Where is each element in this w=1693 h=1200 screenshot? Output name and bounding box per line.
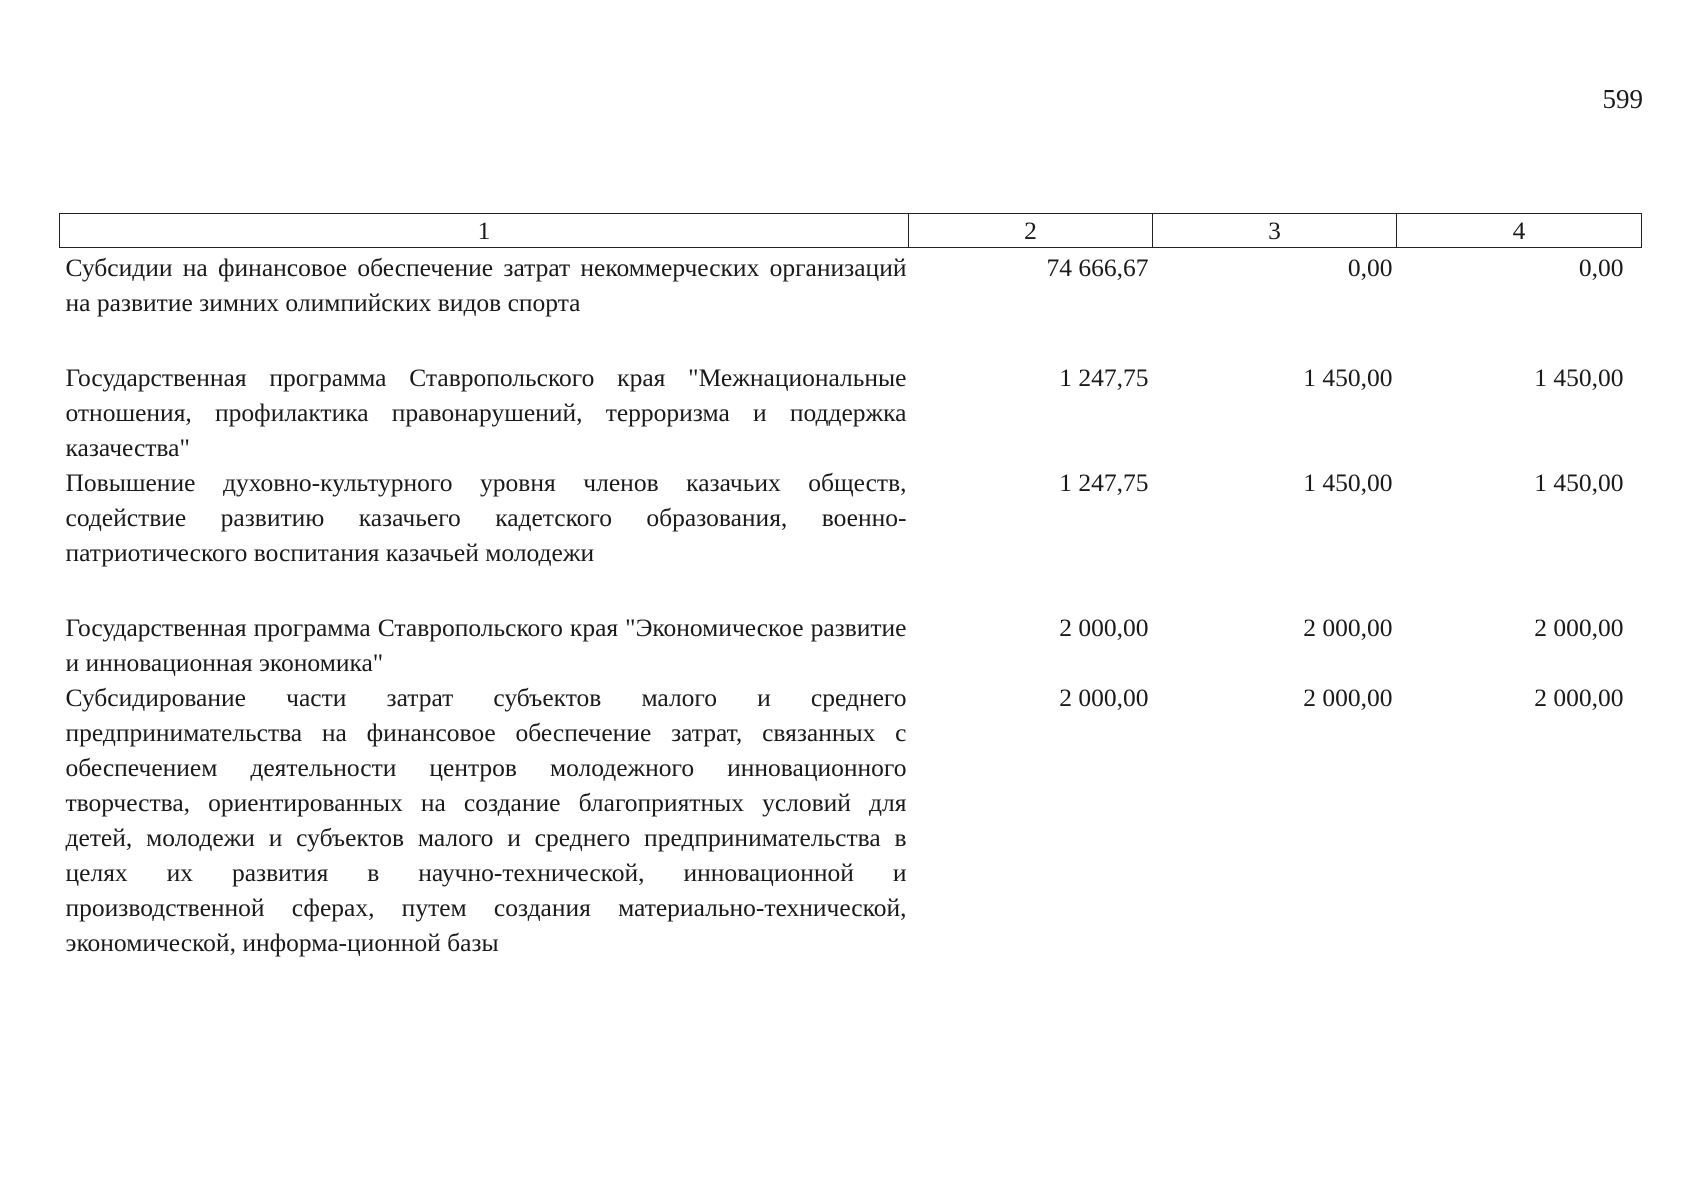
- row-value-col4: 2 000,00: [1534, 613, 1624, 642]
- row-value-col3: 1 450,00: [1303, 468, 1393, 497]
- row-value-col2: 1 247,75: [1059, 468, 1149, 497]
- row-value-col2: 2 000,00: [1059, 613, 1149, 642]
- row-value-col2: 74 666,67: [1046, 253, 1149, 282]
- header-row: [60, 214, 1642, 248]
- row-name: Повышение духовно-культурного уровня членов казачьих обществ, содействие развитию казачьего кадетского образования, военно-патриотического воспитания казачьей молодежи: [65, 468, 907, 567]
- row-name: Государственная программа Ставропольского края "Межнациональные отношения, профилактика правонарушений, терроризма и поддержка казачества": [65, 363, 907, 462]
- column-header-1: 1: [60, 214, 909, 248]
- page-number: 599: [1602, 84, 1643, 114]
- budget-table: [59, 213, 1642, 960]
- row-value-col3: 1 450,00: [1303, 363, 1393, 392]
- row-value-col2: 1 247,75: [1059, 363, 1149, 392]
- column-header-2: 2: [909, 214, 1153, 248]
- table-header: [60, 214, 1642, 248]
- table-row: [60, 248, 1642, 361]
- row-value-col3: 2 000,00: [1303, 683, 1393, 712]
- row-name: Субсидии на финансовое обеспечение затрат некоммерческих организаций на развитие зимних олимпийских видов спорта: [65, 253, 907, 317]
- row-value-col4: 1 450,00: [1534, 468, 1624, 497]
- table-row: [60, 610, 1642, 680]
- row-value-col4: 0,00: [1578, 253, 1624, 282]
- row-name: Государственная программа Ставропольского края "Экономическое развитие и инновационная экономика": [65, 613, 907, 677]
- row-value-col4: 1 450,00: [1534, 363, 1624, 392]
- row-name: Субсидирование части затрат субъектов малого и среднего предпринимательства на финансовое обеспечение затрат, связанных с обеспечением деятельности центров молодежного инновационного творчества, ориентированных на создание благоприятных условий для детей, молодежи и субъектов малого и среднего предпринимательства в целях их развития в научно-технической, инновационной и производственной сферах, путем создания материально-технической, экономической, информа-ционной базы: [65, 683, 907, 957]
- table-row: [60, 680, 1642, 960]
- row-value-col3: 2 000,00: [1303, 613, 1393, 642]
- table-body: [60, 248, 1642, 961]
- row-value-col3: 0,00: [1347, 253, 1393, 282]
- table-row: [60, 465, 1642, 610]
- row-value-col4: 2 000,00: [1534, 683, 1624, 712]
- row-value-col2: 2 000,00: [1059, 683, 1149, 712]
- column-header-4: 4: [1397, 214, 1642, 248]
- column-header-3: 3: [1153, 214, 1397, 248]
- table-row: [60, 360, 1642, 465]
